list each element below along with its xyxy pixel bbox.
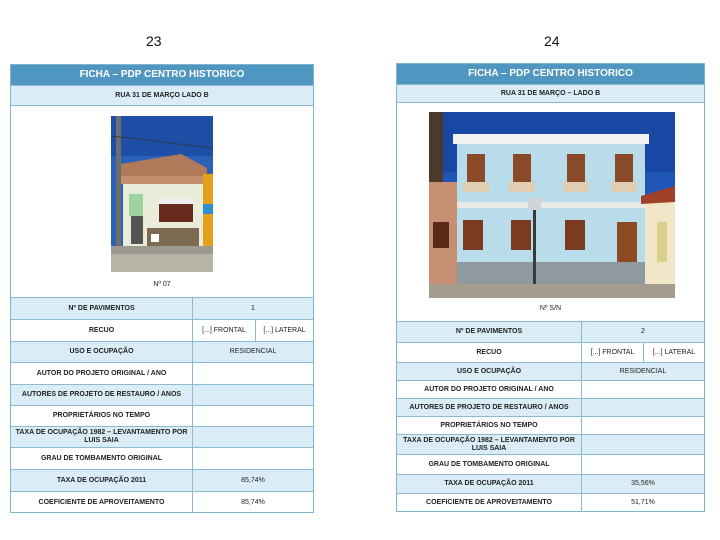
coefficient-label: COEFICIENTE DE APROVEITAMENTO [38, 498, 165, 506]
record-card [10, 64, 314, 513]
coefficient-label: COEFICIENTE DE APROVEITAMENTO [426, 499, 552, 506]
building-photo [111, 116, 213, 272]
page-number: 23 [146, 33, 162, 49]
setback-front: [...] FRONTAL [581, 343, 643, 362]
floors-label: Nº DE PAVIMENTOS [68, 304, 135, 312]
restoration-value [581, 399, 704, 416]
listing-value [192, 448, 313, 469]
floors-value: 1 [192, 298, 313, 319]
listing-label: GRAU DE TOMBAMENTO ORIGINAL [40, 454, 163, 462]
occupancy-2011-label: TAXA DE OCUPAÇÃO 2011 [444, 480, 534, 487]
street-label: RUA 31 DE MARÇO – LADO B [500, 89, 601, 97]
page-number: 24 [544, 33, 560, 49]
card-title: FICHA – PDP CENTRO HISTORICO [79, 69, 245, 80]
photo-section [11, 106, 313, 298]
use-label: USO E OCUPAÇÃO [69, 348, 134, 355]
occupancy-1982-value [192, 427, 313, 447]
listing-value [581, 455, 704, 474]
author-value [192, 363, 313, 384]
occupancy-1982-label: TAXA DE OCUPAÇÃO 1982 – LEVANTAMENTO POR LUIS SAIA [403, 436, 575, 452]
owners-value [581, 417, 704, 434]
restoration-value [192, 385, 313, 405]
setback-label: RECUO [88, 326, 115, 334]
occupancy-1982-value [581, 435, 704, 454]
floors-label: Nº DE PAVIMENTOS [455, 328, 523, 335]
owners-label: PROPRIETÁRIOS NO TEMPO [52, 412, 151, 419]
building-photo [429, 112, 675, 298]
author-label: AUTOR DO PROJETO ORIGINAL / ANO [424, 385, 554, 393]
card-title: FICHA – PDP CENTRO HISTORICO [468, 68, 633, 79]
street-label: RUA 31 DE MARÇO LADO B [115, 91, 209, 99]
house-number: Nº S/N [539, 305, 562, 312]
owners-label: PROPRIETÁRIOS NO TEMPO [440, 421, 538, 429]
use-label: USO E OCUPAÇÃO [456, 367, 522, 375]
restoration-label: AUTORES DE PROJETO DE RESTAURO / ANOS [409, 403, 569, 411]
setback-side: [...] LATERAL [643, 343, 704, 362]
photo-section [397, 103, 704, 322]
occupancy-2011-value: 85,74% [192, 470, 313, 491]
restoration-label: AUTORES DE PROJETO DE RESTAURO / ANOS [21, 391, 182, 398]
occupancy-2011-label: TAXA DE OCUPAÇÃO 2011 [56, 476, 147, 484]
setback-front: [...] FRONTAL [192, 320, 255, 341]
listing-label: GRAU DE TOMBAMENTO ORIGINAL [428, 460, 550, 468]
setback-side: [...] LATERAL [255, 320, 313, 341]
use-value: RESIDENCIAL [192, 342, 313, 362]
house-number: Nº 07 [153, 281, 171, 288]
owners-value [192, 406, 313, 426]
floors-value: 2 [581, 322, 704, 342]
author-label: AUTOR DO PROJETO ORIGINAL / ANO [36, 369, 167, 377]
use-value: RESIDENCIAL [581, 363, 704, 380]
occupancy-1982-label: TAXA DE OCUPAÇÃO 1982 – LEVANTAMENTO POR LUIS SAIA [15, 429, 188, 444]
author-value [581, 381, 704, 398]
record-card [396, 63, 705, 512]
coefficient-value: 85,74% [192, 492, 313, 513]
coefficient-value: 51,71% [581, 494, 704, 512]
setback-label: RECUO [476, 348, 502, 356]
occupancy-2011-value: 35,56% [581, 475, 704, 493]
